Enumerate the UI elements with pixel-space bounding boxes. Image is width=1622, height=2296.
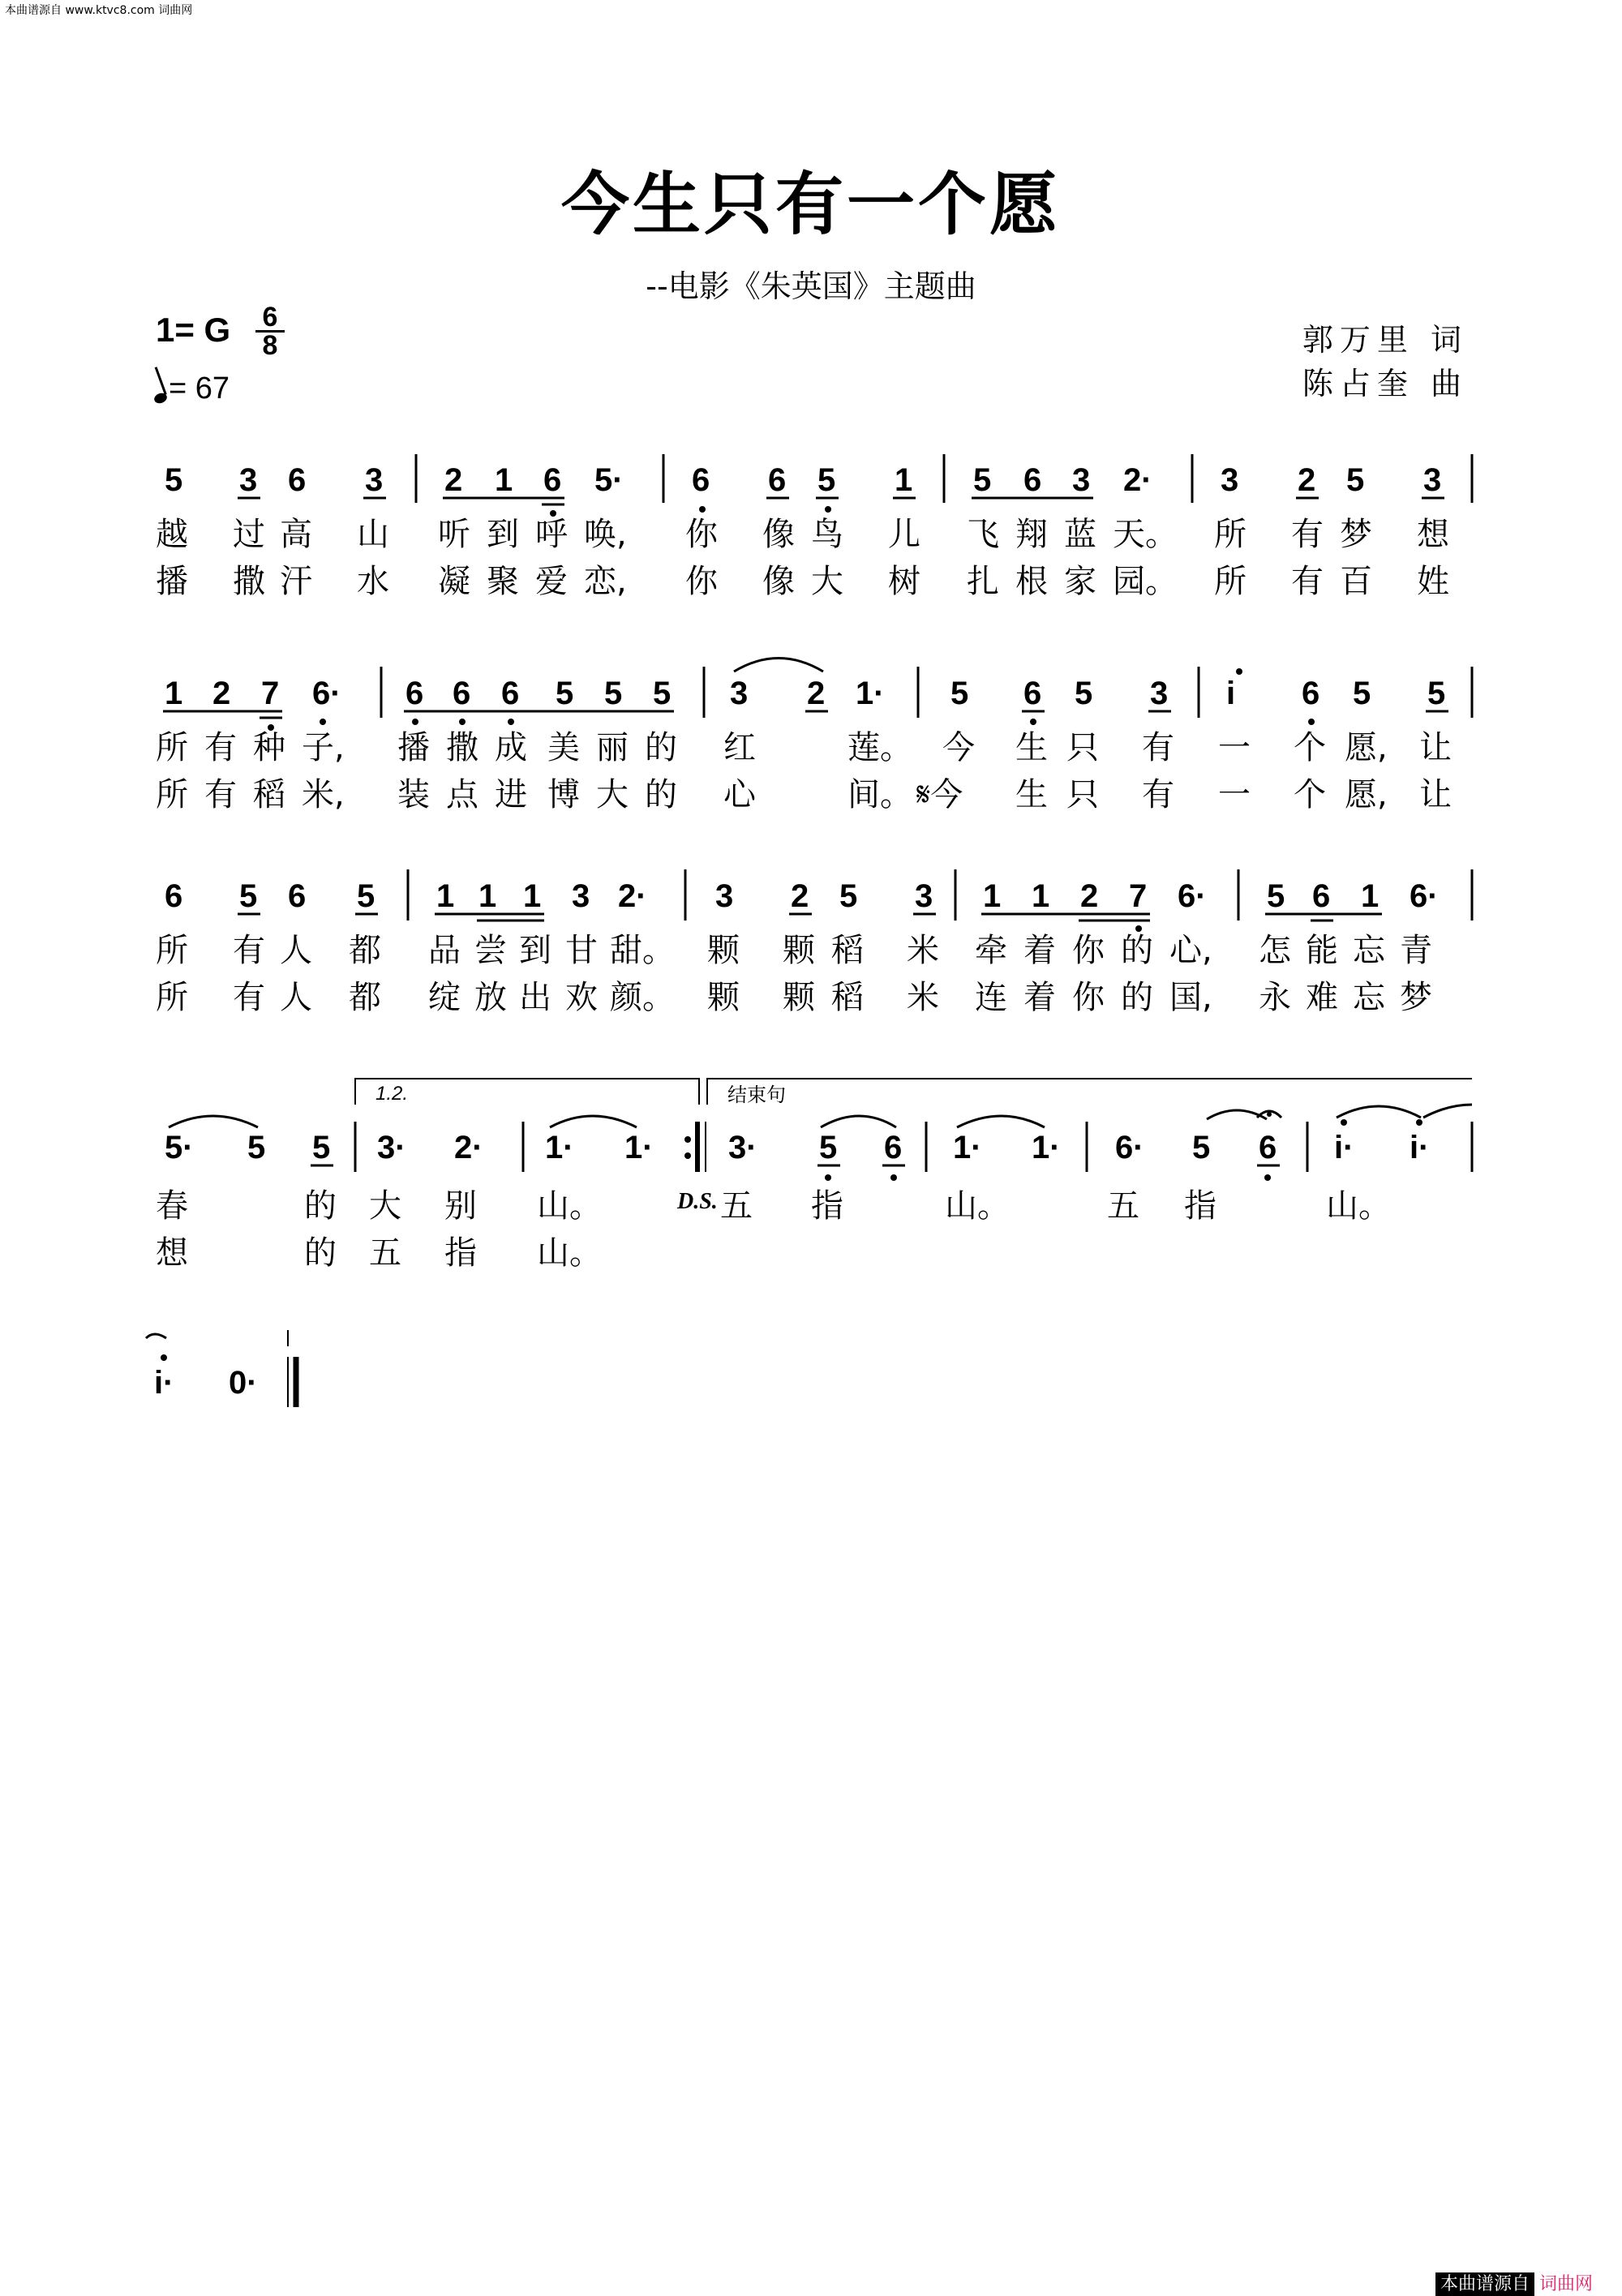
lyric: 想 <box>1417 516 1449 553</box>
lyric: 你 <box>685 516 718 553</box>
lyric: 五 <box>369 1234 401 1272</box>
lyric: 绽 <box>428 979 461 1016</box>
fermata-dot <box>1267 1112 1272 1117</box>
lyric: 青 <box>1400 932 1432 969</box>
note: 1 <box>983 878 1002 914</box>
lyric: 让 <box>1419 729 1452 766</box>
underlines <box>238 498 1444 504</box>
time-signature-top: 6 <box>262 302 278 333</box>
note: 6 <box>1259 1130 1277 1165</box>
lyric: 生 <box>1015 729 1048 766</box>
note: 5 <box>819 1130 838 1165</box>
lyric: 米 <box>907 979 939 1016</box>
lyric: 的 <box>645 729 677 766</box>
lyric: 忘 <box>1353 979 1385 1016</box>
lyric: 个 <box>1294 729 1326 766</box>
note: 5 <box>1192 1130 1211 1165</box>
lyric: 高 <box>280 516 312 553</box>
note: 2· <box>618 878 647 914</box>
system-3 <box>156 869 1472 1016</box>
lyric: 姓 <box>1417 563 1449 600</box>
note: 5 <box>653 676 672 711</box>
note: 5 <box>604 676 623 711</box>
note: 5 <box>1346 462 1365 498</box>
lyric: 放 <box>474 979 507 1016</box>
slur <box>734 659 823 672</box>
note: 6 <box>692 462 710 498</box>
lyric: 所 <box>156 729 188 766</box>
lyric: 难 <box>1306 979 1338 1016</box>
lyric: 所 <box>156 979 188 1016</box>
lyric: 尝 <box>474 932 507 969</box>
system-4 <box>156 1079 1472 1272</box>
lyric: 莲。 <box>847 729 912 766</box>
lyric: 像 <box>762 516 795 553</box>
note: 3 <box>1072 462 1091 498</box>
lyric: 天。 <box>1113 516 1178 553</box>
note: i· <box>1334 1130 1354 1165</box>
note: 1· <box>953 1130 982 1165</box>
notes-row <box>165 878 1439 914</box>
song-title: 今生只有一个愿 <box>560 164 1061 244</box>
system-2 <box>156 659 1472 814</box>
lyric: 的 <box>1121 932 1153 969</box>
lyric: 你 <box>1072 979 1105 1016</box>
system-1 <box>156 454 1472 600</box>
note: 5 <box>817 462 836 498</box>
lyric: 汗 <box>280 563 312 600</box>
lyric: 撒 <box>233 563 265 600</box>
note: 6 <box>288 878 307 914</box>
lyric: 心 <box>723 776 756 813</box>
time-signature-bottom: 8 <box>262 330 278 361</box>
barlines <box>355 1122 1472 1172</box>
lyric: 园。 <box>1113 563 1178 600</box>
note: 5 <box>239 878 258 914</box>
lyric: 丽 <box>596 729 629 766</box>
lyric: 聚 <box>487 563 519 600</box>
note: 2· <box>1123 462 1152 498</box>
lyric: 呼 <box>535 516 568 553</box>
note: 1· <box>1032 1130 1061 1165</box>
lyric: 颗 <box>783 979 815 1016</box>
note: 3 <box>239 462 258 498</box>
note: 5 <box>165 462 183 498</box>
lyric: 进 <box>495 776 527 813</box>
note: 1 <box>165 676 183 711</box>
underlines <box>163 711 1448 718</box>
lyric: 欢 <box>565 979 598 1016</box>
lyrics-verse-1 <box>156 932 1432 969</box>
lyric: 所 <box>1214 563 1247 600</box>
lyric: 米, <box>302 776 345 813</box>
lyric: 𝄋今 <box>916 776 963 813</box>
lyric: 的 <box>645 776 677 813</box>
notes-row <box>165 462 1441 498</box>
lyric: 点 <box>446 776 478 813</box>
lyrics-verse-2 <box>156 563 1449 600</box>
lyric: 飞 <box>967 516 999 553</box>
lyric: 五 <box>720 1187 753 1225</box>
lyric: 指 <box>444 1234 477 1272</box>
lyric: 颗 <box>783 932 815 969</box>
lyrics-verse-2 <box>156 1234 602 1272</box>
note: 3 <box>365 462 384 498</box>
notes-row <box>165 676 1445 711</box>
note: 6 <box>768 462 787 498</box>
lyric: 着 <box>1023 932 1056 969</box>
lyric: 甜。 <box>610 932 675 969</box>
watermark-top: 本曲谱源自 www.ktvc8.com 词曲网 <box>5 4 193 17</box>
note: 1 <box>1032 878 1050 914</box>
lyric: 树 <box>888 563 920 600</box>
lyric: 所 <box>156 776 188 813</box>
lyric: 像 <box>762 563 795 600</box>
lyric: 成 <box>495 729 527 766</box>
note: 6· <box>1115 1130 1144 1165</box>
lyric: 爱 <box>535 563 568 600</box>
lyric: 有 <box>233 979 265 1016</box>
lyric: 子, <box>302 729 345 766</box>
lyric: 有 <box>1291 516 1324 553</box>
lyric: 心, <box>1169 932 1212 969</box>
lyric: 所 <box>156 932 188 969</box>
note: 1 <box>523 878 542 914</box>
note: 6 <box>406 676 424 711</box>
lyric: 大 <box>596 776 629 813</box>
note: 6· <box>1410 878 1439 914</box>
lyric: 生 <box>1015 776 1048 813</box>
lyrics-verse-2 <box>156 776 1452 813</box>
lyric: 连 <box>975 979 1007 1016</box>
note: 1· <box>545 1130 574 1165</box>
note: 3 <box>715 878 734 914</box>
note: 2 <box>1298 462 1316 498</box>
lyric: 博 <box>547 776 580 813</box>
note: i <box>1226 676 1236 711</box>
lyric: 你 <box>685 563 718 600</box>
lyric: 儿 <box>888 516 920 553</box>
lyric: 牵 <box>975 932 1007 969</box>
lyric: 让 <box>1419 776 1452 813</box>
lyric: 只 <box>1066 776 1099 813</box>
lyric: 红 <box>723 729 756 766</box>
note: 2 <box>1080 878 1099 914</box>
note: 5 <box>357 878 375 914</box>
note: 3 <box>1423 462 1442 498</box>
lyric: 播 <box>397 729 430 766</box>
lyric: 别 <box>444 1187 477 1225</box>
lyric: 一 <box>1218 729 1251 766</box>
note: 5 <box>973 462 992 498</box>
repeat-barline <box>684 1122 706 1172</box>
note: 6 <box>165 878 183 914</box>
lyric: 越 <box>156 516 188 553</box>
lyric: 只 <box>1066 729 1099 766</box>
note: 0· <box>229 1365 258 1401</box>
song-subtitle: --电影《朱英国》主题曲 <box>646 268 976 304</box>
note: 1 <box>1361 878 1380 914</box>
lyric: 山。 <box>945 1187 1010 1225</box>
note: 7 <box>261 676 280 711</box>
lyrics-verse-1 <box>156 1187 1391 1225</box>
lyric: 甘 <box>565 932 598 969</box>
note: 6 <box>1023 462 1042 498</box>
note: 3· <box>728 1130 757 1165</box>
lyric: 播 <box>156 563 188 600</box>
note: 6 <box>884 1130 903 1165</box>
lyric: 有 <box>1291 563 1324 600</box>
note: 6 <box>1312 878 1331 914</box>
note: 2 <box>444 462 463 498</box>
lyric: 大 <box>811 563 843 600</box>
note: 1 <box>495 462 513 498</box>
lyric: 颜。 <box>610 979 675 1016</box>
note: 6· <box>312 676 341 711</box>
lyric: 家 <box>1064 563 1096 600</box>
tempo-value: = 67 <box>169 371 230 406</box>
lyric: 一 <box>1218 776 1251 813</box>
lyric: 装 <box>397 776 430 813</box>
lyric: 山 <box>357 516 389 553</box>
note: 5 <box>1075 676 1093 711</box>
lyric: 米 <box>907 932 939 969</box>
lyric: 鸟 <box>811 516 843 553</box>
lyric: 春 <box>156 1187 188 1225</box>
note: 5 <box>312 1130 331 1165</box>
lyric: 有 <box>1142 729 1174 766</box>
lyric: 美 <box>547 729 580 766</box>
lyricist-credit: 郭万里 词 <box>1302 322 1468 358</box>
final-barline <box>288 1357 296 1407</box>
note: 2 <box>807 676 826 711</box>
note: 2 <box>791 878 809 914</box>
note: 5· <box>165 1130 194 1165</box>
lyric: 的 <box>304 1187 337 1225</box>
note: 1 <box>436 878 455 914</box>
note: 1 <box>895 462 913 498</box>
underlines <box>238 914 1382 921</box>
note: 2 <box>212 676 231 711</box>
note: 5 <box>950 676 969 711</box>
note: 2· <box>454 1130 483 1165</box>
lyric: 能 <box>1306 932 1338 969</box>
note: 5 <box>1353 676 1371 711</box>
note: 6 <box>1023 676 1042 711</box>
watermark-bottom-right: 词曲网 <box>1538 2274 1593 2294</box>
lyric: 稻 <box>831 932 864 969</box>
lyric: 有 <box>204 776 237 813</box>
lyric: 忘 <box>1353 932 1385 969</box>
note: 6 <box>1302 676 1320 711</box>
lyric: 愿, <box>1345 776 1388 813</box>
lyrics-verse-1 <box>156 729 1452 766</box>
note: i· <box>154 1365 174 1401</box>
lyric: 大 <box>369 1187 401 1225</box>
lyric: 颗 <box>707 979 740 1016</box>
lyric: 唤, <box>584 516 627 553</box>
note: 3 <box>1150 676 1169 711</box>
lyric: 的 <box>1121 979 1153 1016</box>
lyric: 都 <box>349 932 381 969</box>
note: 6 <box>288 462 307 498</box>
lyric: 个 <box>1294 776 1326 813</box>
lyric: 指 <box>811 1187 843 1225</box>
lyric: 翔 <box>1015 516 1048 553</box>
slur <box>146 1334 166 1338</box>
lyric: 颗 <box>707 932 740 969</box>
lyric: 所 <box>1214 516 1247 553</box>
lyric: 撒 <box>446 729 478 766</box>
note: 5 <box>247 1130 266 1165</box>
note: 3 <box>1221 462 1239 498</box>
lyrics-verse-2 <box>156 979 1432 1016</box>
lyric: 山。 <box>537 1187 602 1225</box>
note: 5 <box>1267 878 1285 914</box>
note: 3 <box>730 676 749 711</box>
lyric: 山。 <box>537 1234 602 1272</box>
lyric: 指 <box>1184 1187 1216 1225</box>
lyric: 听 <box>438 516 470 553</box>
note: 5 <box>1427 676 1446 711</box>
lyric: 凝 <box>438 563 470 600</box>
lyric: 品 <box>428 932 461 969</box>
note: 5· <box>594 462 624 498</box>
coda-label: 结束句 <box>727 1084 786 1106</box>
octave-dot <box>161 1354 167 1361</box>
note: 5 <box>556 676 574 711</box>
note: i· <box>1410 1130 1430 1165</box>
note: 7 <box>1129 878 1148 914</box>
lyric: 人 <box>280 979 312 1016</box>
composer-credit: 陈占奎 曲 <box>1302 366 1468 401</box>
lyric: 有 <box>233 932 265 969</box>
note: 1· <box>856 676 885 711</box>
watermark-bottom-left: 本曲谱源自 <box>1435 2272 1534 2296</box>
lyric: 水 <box>357 563 389 600</box>
note: 3 <box>915 878 933 914</box>
note: 6 <box>501 676 520 711</box>
lyric: 出 <box>519 979 551 1016</box>
lyric: 人 <box>280 932 312 969</box>
note: 6 <box>543 462 562 498</box>
ds-marking: D.S. <box>677 1189 718 1214</box>
lyric: 到 <box>487 516 519 553</box>
lyric: 都 <box>349 979 381 1016</box>
system-5 <box>146 1330 296 1407</box>
lyric: 间。 <box>847 776 912 813</box>
lyric: 蓝 <box>1064 516 1096 553</box>
lyric: 根 <box>1015 563 1048 600</box>
watermark-bottom <box>1435 2270 1598 2295</box>
lyric: 山。 <box>1326 1187 1391 1225</box>
lyric: 着 <box>1023 979 1056 1016</box>
lyric: 怎 <box>1259 932 1291 969</box>
note: 1· <box>624 1130 654 1165</box>
note: 3· <box>377 1130 406 1165</box>
volta-1-label: 1.2. <box>375 1083 409 1105</box>
lyric: 国, <box>1169 979 1212 1016</box>
lyric: 种 <box>253 729 285 766</box>
note: 3 <box>572 878 590 914</box>
lyric: 到 <box>519 932 551 969</box>
note: 1 <box>478 878 497 914</box>
lyric: 五 <box>1107 1187 1139 1225</box>
lyric: 想 <box>156 1234 188 1272</box>
lyric: 过 <box>233 516 265 553</box>
slurs <box>169 1105 1472 1127</box>
lyric: 百 <box>1340 563 1372 600</box>
lyric: 愿, <box>1345 729 1388 766</box>
note: 5 <box>839 878 858 914</box>
lyrics-verse-1 <box>156 516 1450 553</box>
lyric: 永 <box>1259 979 1291 1016</box>
lyric: 稻 <box>831 979 864 1016</box>
lyric: 的 <box>304 1234 337 1272</box>
lyric: 梦 <box>1400 979 1432 1016</box>
lyric: 恋, <box>584 563 627 600</box>
volta-brackets <box>355 1079 1472 1105</box>
octave-dots <box>1135 925 1142 932</box>
key-signature: 1= G <box>156 311 231 349</box>
lyric: 有 <box>204 729 237 766</box>
lyric: 你 <box>1072 932 1105 969</box>
lyric: 梦 <box>1340 516 1372 553</box>
lyric: 有 <box>1142 776 1174 813</box>
note: 6· <box>1178 878 1207 914</box>
lyric: 今 <box>942 729 975 766</box>
note: 6 <box>453 676 471 711</box>
lyric: 稻 <box>253 776 285 813</box>
lyric: 扎 <box>967 563 999 600</box>
